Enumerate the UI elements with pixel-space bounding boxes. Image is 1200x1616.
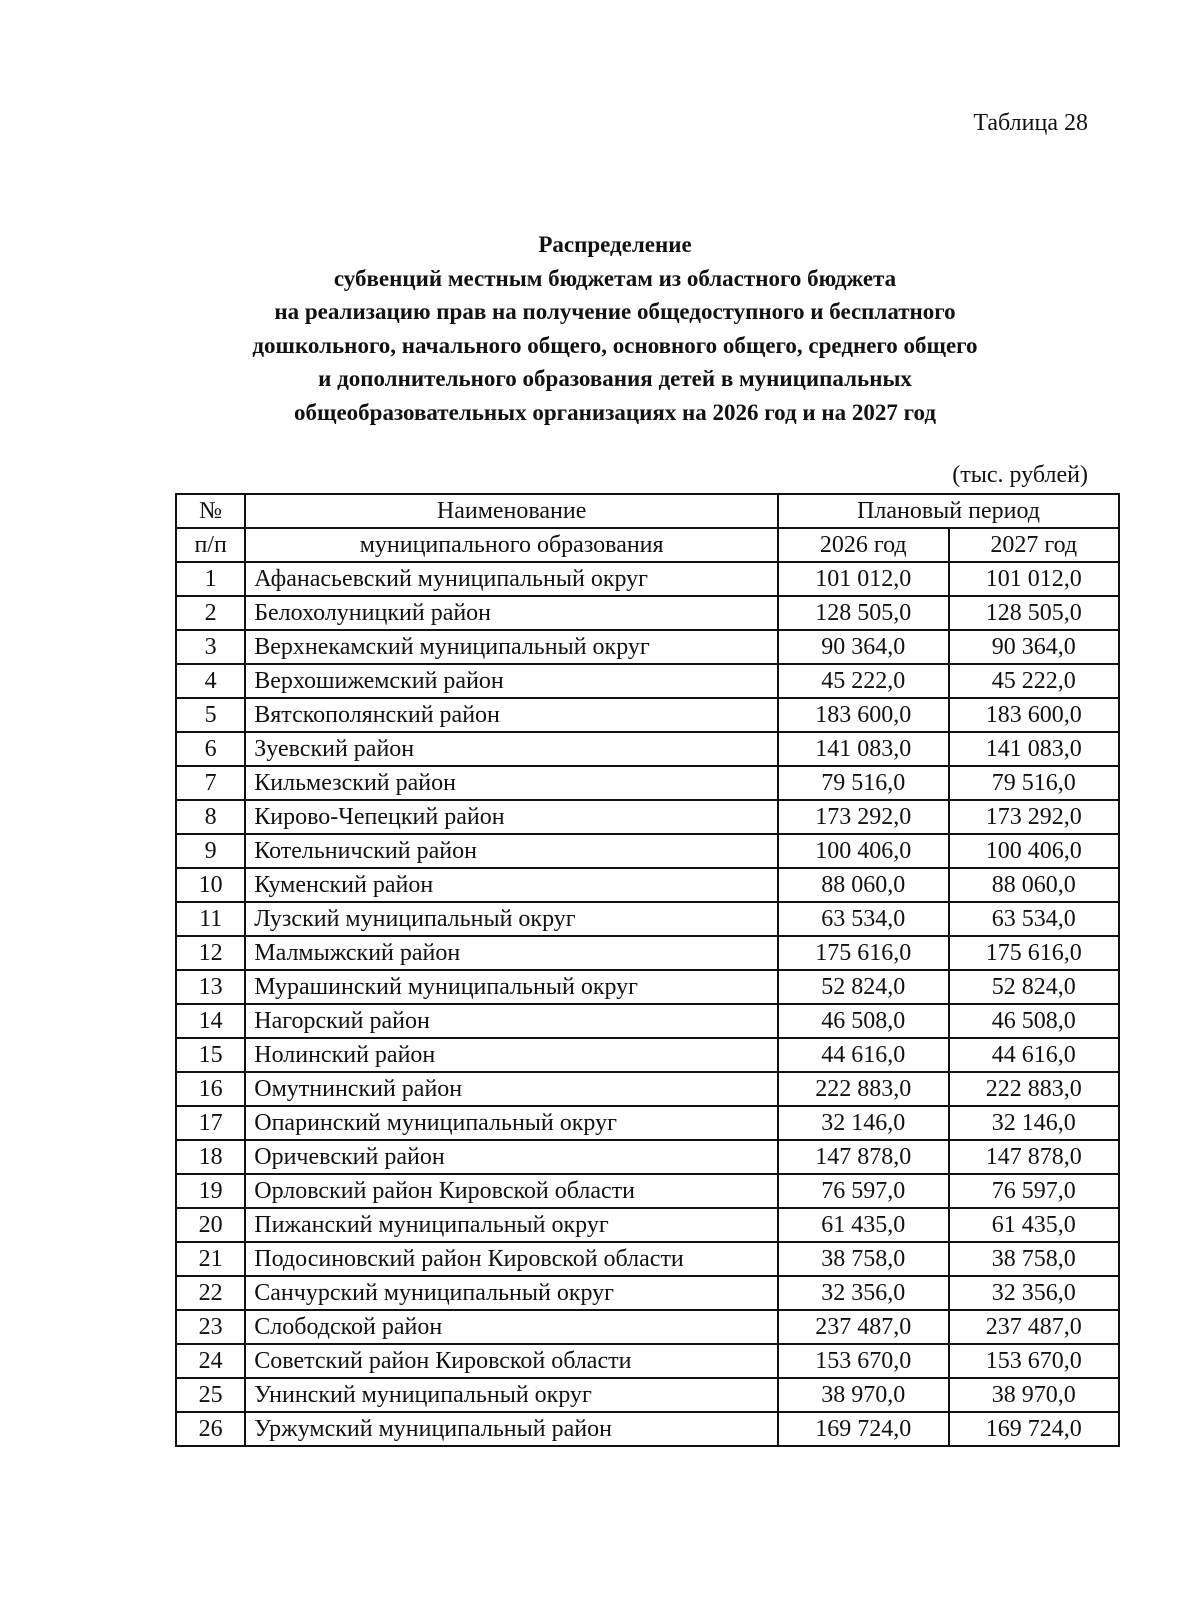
value-2026-cell: 63 534,0 <box>778 902 948 936</box>
municipality-name-cell: Оричевский район <box>245 1140 778 1174</box>
value-2027-cell: 183 600,0 <box>949 698 1120 732</box>
value-2027-cell: 38 758,0 <box>949 1242 1120 1276</box>
municipality-name-cell: Советский район Кировской области <box>245 1344 778 1378</box>
municipality-name-cell: Вятскополянский район <box>245 698 778 732</box>
table-row <box>176 766 1119 800</box>
table-row <box>176 1174 1119 1208</box>
table-row <box>176 732 1119 766</box>
municipality-name-cell: Пижанский муниципальный округ <box>245 1208 778 1242</box>
value-2026-cell: 52 824,0 <box>778 970 948 1004</box>
title-line: на реализацию прав на получение общедоступного и бесплатного <box>274 299 956 324</box>
row-number-cell: 9 <box>176 834 245 868</box>
document-title <box>150 228 1080 429</box>
value-2026-cell: 222 883,0 <box>778 1072 948 1106</box>
table-row <box>176 630 1119 664</box>
table-body <box>176 562 1119 1446</box>
municipality-name-cell: Нагорский район <box>245 1004 778 1038</box>
municipality-name-cell: Верхошижемский район <box>245 664 778 698</box>
municipality-name-cell: Нолинский район <box>245 1038 778 1072</box>
row-number-cell: 4 <box>176 664 245 698</box>
value-2026-cell: 173 292,0 <box>778 800 948 834</box>
value-2026-cell: 45 222,0 <box>778 664 948 698</box>
header-year-2027: 2027 год <box>949 528 1120 562</box>
row-number-cell: 26 <box>176 1412 245 1446</box>
municipality-name-cell: Кильмезский район <box>245 766 778 800</box>
table-row <box>176 1276 1119 1310</box>
value-2027-cell: 38 970,0 <box>949 1378 1120 1412</box>
row-number-cell: 10 <box>176 868 245 902</box>
row-number-cell: 13 <box>176 970 245 1004</box>
value-2027-cell: 45 222,0 <box>949 664 1120 698</box>
value-2026-cell: 237 487,0 <box>778 1310 948 1344</box>
value-2027-cell: 128 505,0 <box>949 596 1120 630</box>
table-row <box>176 970 1119 1004</box>
value-2026-cell: 153 670,0 <box>778 1344 948 1378</box>
row-number-cell: 21 <box>176 1242 245 1276</box>
header-num-bottom: п/п <box>176 528 245 562</box>
row-number-cell: 8 <box>176 800 245 834</box>
value-2027-cell: 32 356,0 <box>949 1276 1120 1310</box>
row-number-cell: 5 <box>176 698 245 732</box>
row-number-cell: 14 <box>176 1004 245 1038</box>
value-2026-cell: 44 616,0 <box>778 1038 948 1072</box>
value-2027-cell: 32 146,0 <box>949 1106 1120 1140</box>
header-name-top: Наименование <box>245 494 778 528</box>
row-number-cell: 18 <box>176 1140 245 1174</box>
value-2027-cell: 44 616,0 <box>949 1038 1120 1072</box>
value-2027-cell: 153 670,0 <box>949 1344 1120 1378</box>
header-name-bottom: муниципального образования <box>245 528 778 562</box>
value-2026-cell: 88 060,0 <box>778 868 948 902</box>
table-row <box>176 1004 1119 1038</box>
value-2026-cell: 61 435,0 <box>778 1208 948 1242</box>
value-2027-cell: 100 406,0 <box>949 834 1120 868</box>
value-2027-cell: 61 435,0 <box>949 1208 1120 1242</box>
title-line: субвенций местным бюджетам из областного бюджета <box>333 265 897 291</box>
value-2026-cell: 183 600,0 <box>778 698 948 732</box>
title-line: общеобразовательных организациях на 2026 год и на 2027 год <box>294 399 936 425</box>
municipality-name-cell: Котельничский район <box>245 834 778 868</box>
value-2026-cell: 147 878,0 <box>778 1140 948 1174</box>
municipality-name-cell: Опаринский муниципальный округ <box>245 1106 778 1140</box>
table-row <box>176 562 1119 596</box>
subvention-table <box>175 493 1120 1447</box>
value-2026-cell: 101 012,0 <box>778 562 948 596</box>
table-row <box>176 1038 1119 1072</box>
row-number-cell: 22 <box>176 1276 245 1310</box>
row-number-cell: 24 <box>176 1344 245 1378</box>
value-2026-cell: 76 597,0 <box>778 1174 948 1208</box>
row-number-cell: 1 <box>176 562 245 596</box>
value-2027-cell: 222 883,0 <box>949 1072 1120 1106</box>
row-number-cell: 16 <box>176 1072 245 1106</box>
municipality-name-cell: Верхнекамский муниципальный округ <box>245 630 778 664</box>
value-2027-cell: 46 508,0 <box>949 1004 1120 1038</box>
header-year-2026: 2026 год <box>778 528 948 562</box>
row-number-cell: 2 <box>176 596 245 630</box>
value-2026-cell: 128 505,0 <box>778 596 948 630</box>
table-row <box>176 1072 1119 1106</box>
table-row <box>176 902 1119 936</box>
value-2026-cell: 32 146,0 <box>778 1106 948 1140</box>
row-number-cell: 19 <box>176 1174 245 1208</box>
table-row <box>176 1310 1119 1344</box>
value-2027-cell: 141 083,0 <box>949 732 1120 766</box>
row-number-cell: 11 <box>176 902 245 936</box>
municipality-name-cell: Уржумский муниципальный район <box>245 1412 778 1446</box>
municipality-name-cell: Малмыжский район <box>245 936 778 970</box>
table-row <box>176 1140 1119 1174</box>
value-2027-cell: 90 364,0 <box>949 630 1120 664</box>
value-2027-cell: 79 516,0 <box>949 766 1120 800</box>
row-number-cell: 20 <box>176 1208 245 1242</box>
municipality-name-cell: Белохолуницкий район <box>245 596 778 630</box>
value-2027-cell: 63 534,0 <box>949 902 1120 936</box>
table-number: Таблица 28 <box>973 110 1088 136</box>
municipality-name-cell: Афанасьевский муниципальный округ <box>245 562 778 596</box>
value-2027-cell: 175 616,0 <box>949 936 1120 970</box>
municipality-name-cell: Кирово-Чепецкий район <box>245 800 778 834</box>
row-number-cell: 17 <box>176 1106 245 1140</box>
table-row <box>176 698 1119 732</box>
table-row <box>176 1208 1119 1242</box>
row-number-cell: 12 <box>176 936 245 970</box>
municipality-name-cell: Зуевский район <box>245 732 778 766</box>
municipality-name-cell: Омутнинский район <box>245 1072 778 1106</box>
municipality-name-cell: Подосиновский район Кировской области <box>245 1242 778 1276</box>
municipality-name-cell: Лузский муниципальный округ <box>245 902 778 936</box>
value-2026-cell: 32 356,0 <box>778 1276 948 1310</box>
table-row <box>176 868 1119 902</box>
table-row <box>176 1344 1119 1378</box>
title-line: дошкольного, начального общего, основного общего, среднего общего <box>252 332 978 358</box>
value-2026-cell: 46 508,0 <box>778 1004 948 1038</box>
table-row <box>176 834 1119 868</box>
value-2027-cell: 52 824,0 <box>949 970 1120 1004</box>
value-2026-cell: 90 364,0 <box>778 630 948 664</box>
row-number-cell: 3 <box>176 630 245 664</box>
municipality-name-cell: Слободской район <box>245 1310 778 1344</box>
title-line: и дополнительного образования детей в муниципальных <box>318 366 912 391</box>
table-row <box>176 664 1119 698</box>
row-number-cell: 25 <box>176 1378 245 1412</box>
value-2026-cell: 79 516,0 <box>778 766 948 800</box>
value-2026-cell: 38 970,0 <box>778 1378 948 1412</box>
table-row <box>176 596 1119 630</box>
header-num-top: № <box>176 494 245 528</box>
row-number-cell: 15 <box>176 1038 245 1072</box>
table-row <box>176 1242 1119 1276</box>
value-2027-cell: 147 878,0 <box>949 1140 1120 1174</box>
municipality-name-cell: Санчурский муниципальный округ <box>245 1276 778 1310</box>
municipality-name-cell: Мурашинский муниципальный округ <box>245 970 778 1004</box>
municipality-name-cell: Орловский район Кировской области <box>245 1174 778 1208</box>
value-2027-cell: 101 012,0 <box>949 562 1120 596</box>
value-2027-cell: 173 292,0 <box>949 800 1120 834</box>
table-row <box>176 800 1119 834</box>
value-2027-cell: 237 487,0 <box>949 1310 1120 1344</box>
row-number-cell: 23 <box>176 1310 245 1344</box>
value-2027-cell: 169 724,0 <box>949 1412 1120 1446</box>
table-row <box>176 936 1119 970</box>
units-label: (тыс. рублей) <box>952 462 1088 488</box>
value-2026-cell: 141 083,0 <box>778 732 948 766</box>
value-2026-cell: 175 616,0 <box>778 936 948 970</box>
value-2026-cell: 169 724,0 <box>778 1412 948 1446</box>
value-2027-cell: 88 060,0 <box>949 868 1120 902</box>
title-line: Распределение <box>538 232 692 257</box>
value-2026-cell: 38 758,0 <box>778 1242 948 1276</box>
table-row <box>176 1106 1119 1140</box>
table-row <box>176 1378 1119 1412</box>
row-number-cell: 6 <box>176 732 245 766</box>
table-row <box>176 1412 1119 1446</box>
value-2027-cell: 76 597,0 <box>949 1174 1120 1208</box>
table-header <box>176 494 1119 562</box>
municipality-name-cell: Унинский муниципальный округ <box>245 1378 778 1412</box>
row-number-cell: 7 <box>176 766 245 800</box>
value-2026-cell: 100 406,0 <box>778 834 948 868</box>
header-period: Плановый период <box>778 494 1119 528</box>
municipality-name-cell: Куменский район <box>245 868 778 902</box>
